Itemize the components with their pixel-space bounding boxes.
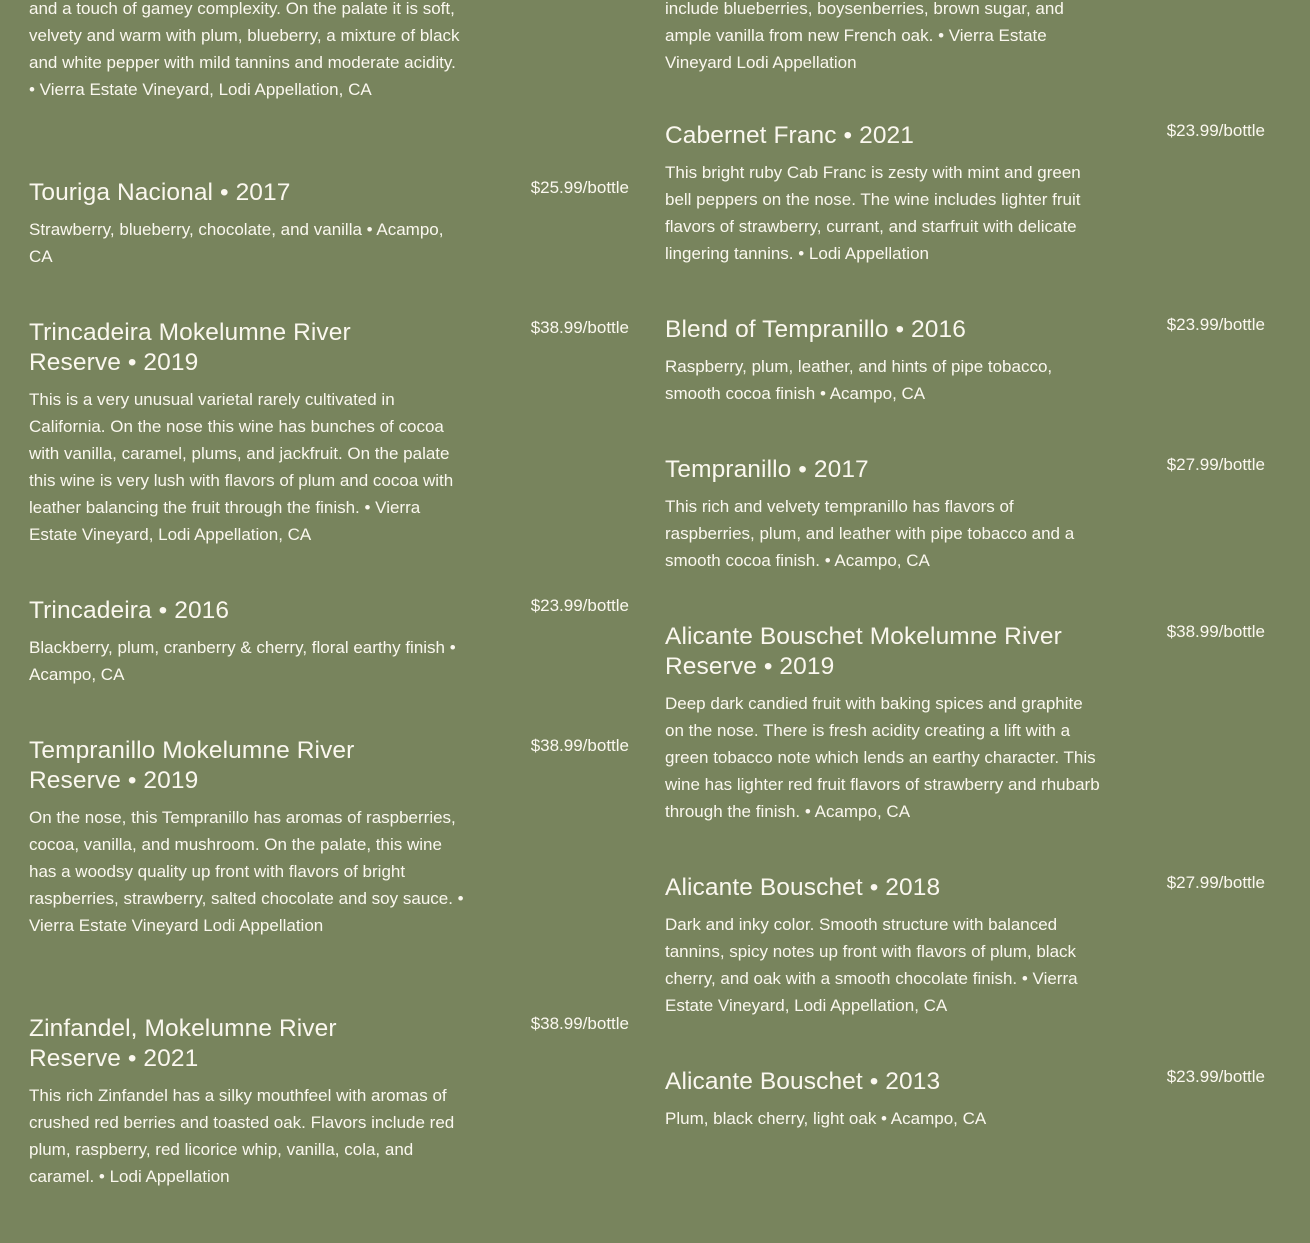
wine-title: Alicante Bouschet • 2013 — [665, 1068, 941, 1095]
wine-price: $25.99/bottle — [530, 178, 629, 197]
wine-price: $23.99/bottle — [1166, 315, 1265, 334]
wine-title: Alicante Bouschet • 2018 — [665, 874, 941, 901]
wine-title: Tempranillo Mokelumne River Reserve • 2019 — [29, 737, 355, 794]
wine-price: $27.99/bottle — [1166, 873, 1265, 892]
wine-title: Trincadeira • 2016 — [29, 597, 230, 624]
wine-description: include blueberries, boysenberries, brown sugar, and ample vanilla from new French oak. • Vierra Estate Vineyard Lodi Appellation — [665, 0, 1064, 72]
wine-price: $38.99/bottle — [1166, 622, 1265, 641]
wine-description: Dark and inky color. Smooth structure with balanced tannins, spicy notes up front with flavors of plum, black cherry, and oak with a smooth chocolate finish. • Vierra Estate Vineyard, Lodi Appellation, CA — [665, 915, 1078, 1015]
wine-price: $27.99/bottle — [1166, 455, 1265, 474]
wine-description: This bright ruby Cab Franc is zesty with mint and green bell peppers on the nose. The wine includes lighter fruit flavors of strawberry, currant, and starfruit with delicate lingering tannins. • Lodi Appellation — [665, 163, 1081, 263]
wine-description: Strawberry, blueberry, chocolate, and vanilla • Acampo, CA — [29, 220, 444, 266]
wine-title: Cabernet Franc • 2021 — [665, 122, 915, 149]
wine-description: This rich and velvety tempranillo has flavors of raspberries, plum, and leather with pipe tobacco and a smooth cocoa finish. • Acampo, CA — [665, 497, 1075, 570]
wine-description: and a touch of gamey complexity. On the palate it is soft, velvety and warm with plum, blueberry, a mixture of black and white pepper with mild tannins and moderate acidity. • Vierra Estate Vineyard, Lodi Appellation, CA — [29, 0, 460, 99]
wine-description: Deep dark candied fruit with baking spices and graphite on the nose. There is fresh acidity creating a lift with a green tobacco note which lends an earthy character. This wine has lighter red fruit flavors of strawberry and rhubarb through the finish. • Acampo, CA — [665, 694, 1100, 821]
wine-title: Touriga Nacional • 2017 — [29, 179, 291, 206]
wine-title: Trincadeira Mokelumne River Reserve • 2019 — [29, 319, 351, 376]
wine-title: Zinfandel, Mokelumne River Reserve • 2021 — [29, 1015, 337, 1072]
wine-price: $23.99/bottle — [1166, 121, 1265, 140]
wine-price: $23.99/bottle — [530, 596, 629, 615]
wine-description: Raspberry, plum, leather, and hints of pipe tobacco, smooth cocoa finish • Acampo, CA — [665, 357, 1053, 403]
wine-description: This rich Zinfandel has a silky mouthfeel with aromas of crushed red berries and toasted oak. Flavors include red plum, raspberry, red licorice whip, vanilla, cola, and caramel. • Lodi Appellation — [29, 1086, 455, 1186]
wine-price: $38.99/bottle — [530, 318, 629, 337]
wine-title: Alicante Bouschet Mokelumne River Reserve • 2019 — [665, 623, 1062, 680]
wine-price: $38.99/bottle — [530, 1014, 629, 1033]
wine-title: Blend of Tempranillo • 2016 — [665, 316, 966, 343]
wine-description: On the nose, this Tempranillo has aromas of raspberries, cocoa, vanilla, and mushroom. On the palate, this wine has a woodsy quality up front with flavors of bright raspberries, strawberry, salted chocolate and soy sauce. • Vierra Estate Vineyard Lodi Appellation — [29, 808, 464, 935]
wine-price: $38.99/bottle — [530, 736, 629, 755]
wine-title: Tempranillo • 2017 — [665, 456, 869, 483]
wine-description: Blackberry, plum, cranberry & cherry, floral earthy finish • Acampo, CA — [29, 638, 456, 684]
wine-description: Plum, black cherry, light oak • Acampo, CA — [665, 1109, 987, 1128]
wine-price: $23.99/bottle — [1166, 1067, 1265, 1086]
wine-description: This is a very unusual varietal rarely cultivated in California. On the nose this wine has bunches of cocoa with vanilla, caramel, plums, and jackfruit. On the palate this wine is very lush with flavors of plum and cocoa with leather balancing the fruit through the finish. • Vierra Estate Vineyard, Lodi Appellation, CA — [29, 390, 454, 544]
